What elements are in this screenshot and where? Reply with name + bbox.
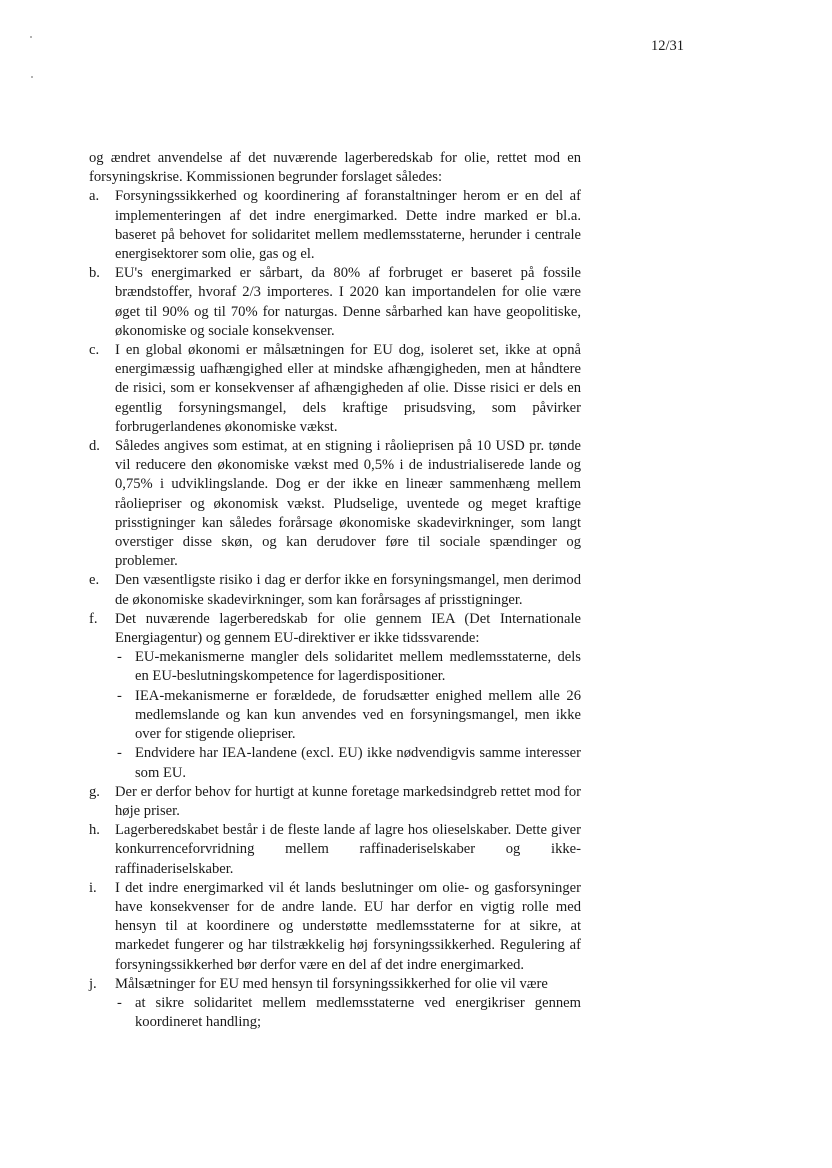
sub-list-item (115, 648, 581, 686)
sub-list-item-text: Endvidere har IEA-landene (excl. EU) ikke nødvendigvis samme interesser som EU. (135, 745, 581, 781)
dash-marker: - (117, 745, 122, 762)
list-item-text: Lagerberedskabet består i de fleste lande af lagre hos olieselskaber. Dette giver konkurrenceforvridning mellem raffinaderiselskaber og ikke-raffinaderiselskaber. (115, 822, 581, 877)
list-item (89, 783, 581, 821)
sub-list (115, 648, 581, 782)
sub-list-item-text: IEA-mekanismerne er forældede, de forudsætter enighed mellem alle 26 medlemslande og kan kun anvendes ved en forsyningsmangel, men ikke over for stigende oliepriser. (135, 687, 581, 743)
list-item-text: Forsyningssikkerhed og koordinering af foranstaltninger herom er en del af implementeringen af det indre energimarked. Dette indre marked er bl.a. baseret på behovet for solidaritet mellem medlemsstaterne, herunder i centrale energisektorer som olie, gas og el. (115, 188, 581, 263)
list-item (89, 879, 581, 975)
page-number: 12/31 (651, 38, 685, 54)
list-item (89, 975, 581, 1033)
dash-marker: - (117, 994, 122, 1011)
numbered-list (89, 187, 581, 1032)
list-marker: j. (89, 975, 97, 992)
list-item (89, 341, 581, 437)
sub-list-item-text: at sikre solidaritet mellem medlemsstaterne ved energikriser gennem koordineret handling; (135, 994, 581, 1031)
list-item-text: Den væsentligste risiko i dag er derfor ikke en forsyningsmangel, men derimod de økonomiske skadevirkninger, som kan forårsages af prisstigninger. (115, 572, 581, 608)
scan-speck (30, 36, 32, 38)
dash-marker: - (117, 649, 122, 666)
sub-list-item-text: EU-mekanismerne mangler dels solidaritet mellem medlemsstaterne, dels en EU-beslutningskompetence for lagerdispositioner. (135, 649, 581, 685)
list-item-text: Det nuværende lagerberedskab for olie gennem IEA (Det Internationale Energiagentur) og gennem EU-direktiver er ikke tidssvarende: (115, 610, 581, 647)
sub-list-item (115, 994, 581, 1032)
list-item-text: I en global økonomi er målsætningen for EU dog, isoleret set, ikke at opnå energimæssig uafhængighed eller at mindske afhængigheden, men at håndtere de risici, som er konsekvenser af afhængigheden af olie. Disse risici er dels en egentlig forsyningsmangel, dels kraftige prisudsving, som påvirker forbrugerlandenes økonomiske vækst. (115, 342, 581, 435)
sub-list-item (115, 687, 581, 745)
sub-list-item (115, 744, 581, 782)
list-item (89, 610, 581, 783)
document-body (89, 149, 581, 1032)
list-item-text: Der er derfor behov for hurtigt at kunne foretage markedsindgreb rettet mod for høje priser. (115, 783, 581, 819)
sub-list (115, 994, 581, 1032)
list-marker: g. (89, 783, 100, 800)
dash-marker: - (117, 687, 122, 704)
list-item (89, 571, 581, 609)
list-item-text: I det indre energimarked vil ét lands beslutninger om olie- og gasforsyninger have konsekvenser for de andre lande. EU har derfor en vigtig rolle med hensyn til at koordinere og understøtte medlemsstaterne for at sikre, at markedet fungerer og har tilstrækkelig høj forsyningssikkerhed. Regulering af forsyningssikkerhed bør derfor være en del af det indre energimarked. (115, 879, 581, 973)
list-item-text: Således angives som estimat, at en stigning i råolieprisen på 10 USD pr. tønde vil reducere den økonomiske vækst med 0,5% i de industrialiserede lande og 0,75% i udviklingslande. Dog er der ikke en lineær sammenhæng mellem råoliepriser og økonomisk vækst. Pludselige, uventede og meget kraftige prisstigninger kan således forårsage økonomiske skadevirkninger, som langt overstiger disse skøn, og kan derudover føre til sociale spændinger og problemer. (115, 438, 581, 570)
list-marker: b. (89, 265, 100, 282)
list-marker: f. (89, 610, 98, 627)
list-marker: d. (89, 438, 100, 455)
list-marker: e. (89, 572, 100, 589)
intro-paragraph: og ændret anvendelse af det nuværende lagerberedskab for olie, rettet mod en forsyningskrise. Kommissionen begrunder forslaget således: (89, 150, 581, 186)
list-item (89, 821, 581, 879)
list-marker: a. (89, 188, 100, 205)
list-item-text: EU's energimarked er sårbart, da 80% af forbruget er baseret på fossile brændstoffer, hvoraf 2/3 importeres. I 2020 kan importandelen for olie være øget til 90% og til 70% for naturgas. Denne sårbarhed kan have geopolitiske, økonomiske og sociale konsekvenser. (115, 265, 581, 339)
list-item-text: Målsætninger for EU med hensyn til forsyningssikkerhed for olie vil være (115, 975, 548, 992)
list-item (89, 264, 581, 341)
list-marker: c. (89, 342, 100, 359)
list-marker: h. (89, 822, 100, 839)
list-marker: i. (89, 879, 97, 896)
list-item (89, 437, 581, 571)
list-item (89, 187, 581, 264)
scan-speck (31, 76, 33, 78)
